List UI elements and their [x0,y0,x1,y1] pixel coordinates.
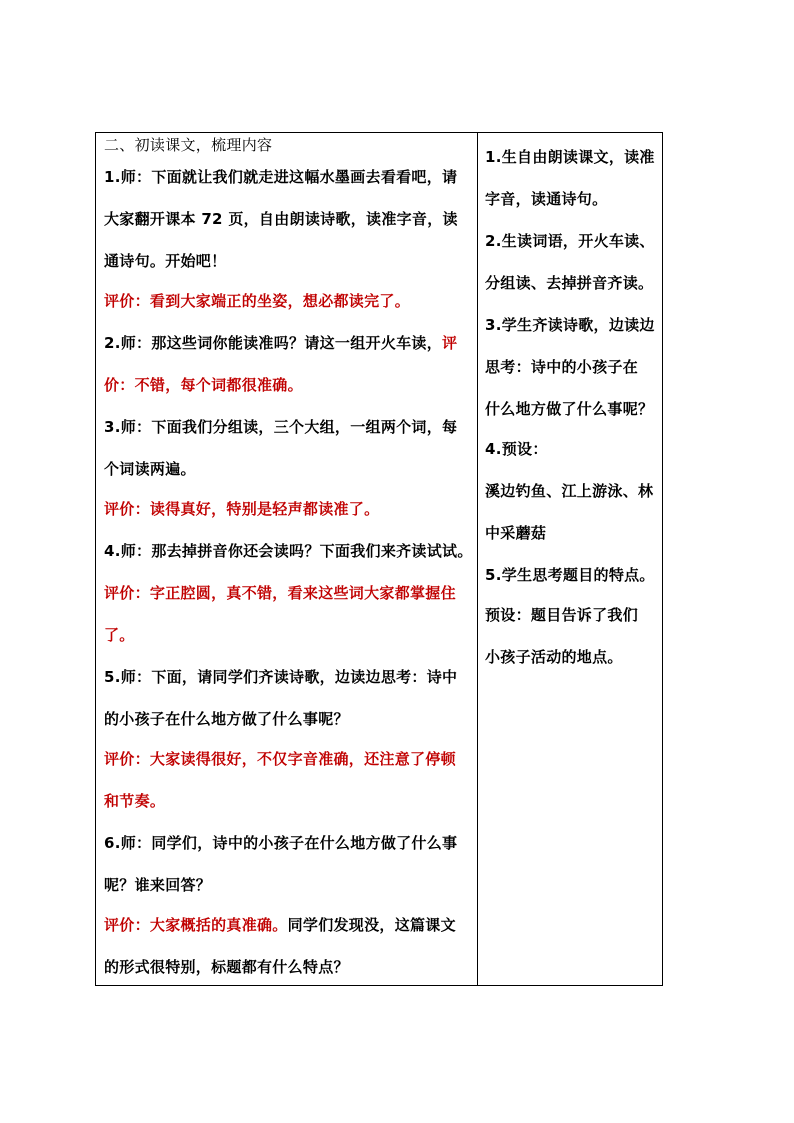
evaluation-3: 评价：读得真好，特别是轻声都读准了。 [104,500,380,518]
student-activity-line-13: 小孩子活动的地点。 [485,648,623,666]
student-activity-line-1: 1.生自由朗读课文，读准 [485,148,655,166]
teacher-step-3-line-2: 个词读两遍。 [104,460,196,478]
teacher-step-2-text: 2.师：那这些词你能读准吗？请这一组开火车读， [104,334,443,352]
evaluation-5-line-1: 评价：大家读得很好，不仅字音准确，还注意了停顿 [104,750,456,768]
evaluation-2: 价：不错，每个词都很准确。 [104,376,303,394]
student-activity-line-9: 溪边钓鱼、江上游泳、林 [485,482,654,500]
student-activity-line-7: 什么地方做了什么事呢？ [485,400,654,418]
lesson-table [95,132,663,986]
evaluation-6-text: 评价：大家概括的真准确。 [104,916,288,934]
teacher-step-1-line-2: 大家翻开课本 72 页，自由朗读诗歌，读准字音，读 [104,210,458,228]
section-heading: 二、初读课文，梳理内容 [104,136,273,154]
teacher-step-5-line-1: 5.师：下面，请同学们齐读诗歌，边读边思考：诗中 [104,668,458,686]
evaluation-6-line-1 [104,915,456,935]
teacher-step-2-line-1 [104,333,457,353]
evaluation-4-line-2: 了。 [104,626,135,644]
teacher-step-2-eval-start: 评 [442,334,458,352]
student-activity-line-10: 中采蘑菇 [485,524,547,542]
student-activity-line-4: 分组读、去掉拼音齐读。 [485,274,654,292]
teacher-step-1-line-3: 通诗句。开始吧！ [104,252,227,270]
teacher-step-6-line-2: 呢？谁来回答？ [104,876,212,894]
teacher-step-6-line-3: 的形式很特别，标题都有什么特点？ [104,958,349,976]
teacher-step-5-line-2: 的小孩子在什么地方做了什么事呢？ [104,710,349,728]
student-activity-line-5: 3.学生齐读诗歌，边读边 [485,316,655,334]
teacher-step-6-question: 同学们发现没，这篇课文 [287,916,456,934]
evaluation-5-line-2: 和节奏。 [104,792,166,810]
teacher-step-1-line-1: 1.师：下面就让我们就走进这幅水墨画去看看吧，请 [104,168,458,186]
student-activity-line-3: 2.生读词语，开火车读、 [485,232,655,250]
student-activity-line-2: 字音，读通诗句。 [485,190,608,208]
student-activity-line-12: 预设：题目告诉了我们 [485,606,639,624]
teacher-step-6-line-1: 6.师：同学们，诗中的小孩子在什么地方做了什么事 [104,834,458,852]
teacher-step-3-line-1: 3.师：下面我们分组读，三个大组，一组两个词，每 [104,418,458,436]
student-activity-line-6: 思考：诗中的小孩子在 [485,358,639,376]
evaluation-4-line-1: 评价：字正腔圆，真不错，看来这些词大家都掌握住 [104,584,456,602]
evaluation-1: 评价：看到大家端正的坐姿，想必都读完了。 [104,292,411,310]
column-divider [477,133,478,985]
student-activity-line-8: 4.预设： [485,440,548,458]
student-activity-line-11: 5.学生思考题目的特点。 [485,566,655,584]
teacher-step-4: 4.师：那去掉拼音你还会读吗？下面我们来齐读试试。 [104,542,473,560]
